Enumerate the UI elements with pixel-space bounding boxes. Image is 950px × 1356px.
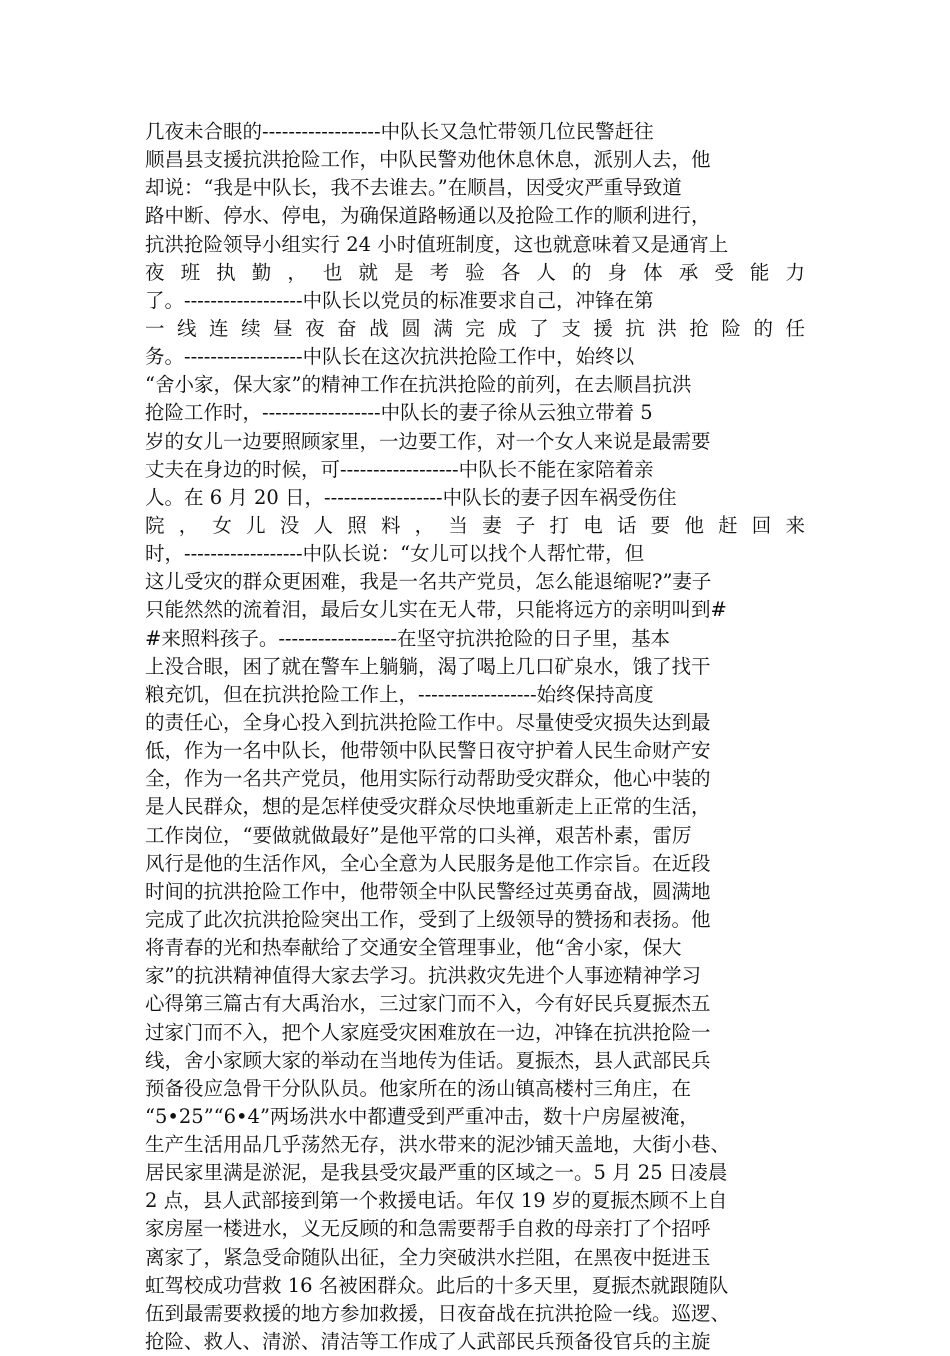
text-line: 丈夫在身边的时候，可------------------中队长不能在家陪着亲 — [145, 457, 654, 481]
text-line: 只能然然的流着泪，最后女儿实在无人带，只能将远方的亲明叫到# — [145, 598, 727, 622]
text-line: #来照料孩子。------------------在坚守抗洪抢险的日子里，基本 — [145, 626, 670, 650]
text-line: 居民家里满是淤泥，是我县受灾最严重的区域之一。5 月 25 日凌晨 — [145, 1161, 728, 1185]
text-line: 粮充饥，但在抗洪抢险工作上，------------------始终保持高度 — [145, 682, 654, 706]
text-line: 院 ， 女 儿 没 人 照 料 ， 当 妻 子 打 电 话 要 他 赶 回 来 — [145, 513, 805, 537]
text-line: 线，舍小家顾大家的举动在当地传为佳话。夏振杰，县人武部民兵 — [145, 1048, 711, 1072]
text-line: 完成了此次抗洪抢险突出工作，受到了上级领导的赞扬和表扬。他 — [145, 907, 711, 931]
text-line: 几夜未合眼的------------------中队长又急忙带领几位民警赶往 — [145, 120, 654, 143]
text-line: 全，作为一名共产党员，他用实际行动帮助受灾群众，他心中装的 — [145, 767, 711, 791]
text-line: 生产生活用品几乎荡然无存，洪水带来的泥沙铺天盖地，大街小巷、 — [145, 1133, 731, 1157]
text-line: 是人民群众，想的是怎样使受灾群众尽快地重新走上正常的生活， — [145, 795, 711, 819]
text-line: 了。------------------中队长以党员的标准要求自己，冲锋在第 — [145, 288, 654, 312]
text-line: 却说：“我是中队长，我不去谁去。”在顺昌，因受灾严重导致道 — [145, 176, 682, 200]
text-line: 心得第三篇古有大禹治水，三过家门而不入，今有好民兵夏振杰五 — [145, 992, 711, 1016]
text-line: 岁的女儿一边要照顾家里，一边要工作，对一个女人来说是最需要 — [145, 429, 711, 453]
text-line: 抢险、救人、清淤、清洁等工作成了人武部民兵预备役官兵的主旋 — [145, 1330, 711, 1354]
text-line: 抗洪抢险领导小组实行 24 小时值班制度，这也就意味着又是通宵上 — [145, 232, 729, 256]
text-line: 上没合眼，困了就在警车上躺躺，渴了喝上几口矿泉水，饿了找干 — [145, 654, 711, 678]
text-line: 伍到最需要救援的地方参加救援，日夜奋战在抗洪抢险一线。巡逻、 — [145, 1301, 731, 1325]
text-line: 过家门而不入，把个人家庭受灾困难放在一边，冲锋在抗洪抢险一 — [145, 1020, 711, 1044]
text-line: 一 线 连 续 昼 夜 奋 战 圆 满 完 成 了 支 援 抗 洪 抢 险 的 任 — [145, 316, 805, 340]
document-body-text — [145, 118, 805, 1356]
text-line: 工作岗位，“要做就做最好”是他平常的口头禅，艰苦朴素，雷厉 — [145, 823, 692, 847]
text-line: 将青春的光和热奉献给了交通安全管理事业，他“舍小家，保大 — [145, 936, 682, 960]
text-line: 这儿受灾的群众更困难，我是一名共产党员，怎么能退缩呢?”妻子 — [145, 570, 712, 594]
text-line: 务。------------------中队长在这次抗洪抢险工作中，始终以 — [145, 345, 635, 369]
text-line: 家房屋一楼进水，义无反顾的和急需要帮手自救的母亲打了个招呼 — [145, 1217, 711, 1241]
text-line: 顺昌县支援抗洪抢险工作，中队民警劝他休息休息，派别人去，他 — [145, 148, 711, 172]
text-line: “5•25”“6•4”两场洪水中都遭受到严重冲击，数十户房屋被淹， — [145, 1104, 699, 1128]
text-line: 离家了，紧急受命随队出征，全力突破洪水拦阻，在黑夜中挺进玉 — [145, 1245, 711, 1269]
text-line: 抢险工作时，------------------中队长的妻子徐从云独立带着 5 — [145, 401, 653, 425]
text-line: 时间的抗洪抢险工作中，他带领全中队民警经过英勇奋战，圆满地 — [145, 879, 711, 903]
text-line: 时，------------------中队长说：“女儿可以找个人帮忙带，但 — [145, 542, 645, 566]
text-line: 2 点，县人武部接到第一个救援电话。年仅 19 岁的夏振杰顾不上自 — [145, 1189, 728, 1213]
text-line: 预备役应急骨干分队队员。他家所在的汤山镇高楼村三角庄，在 — [145, 1076, 692, 1100]
text-line: 虹驾校成功营救 16 名被困群众。此后的十多天里，夏振杰就跟随队 — [145, 1273, 729, 1297]
text-line: 低，作为一名中队长，他带领中队民警日夜守护着人民生命财产安 — [145, 739, 711, 763]
text-line: 的责任心，全身心投入到抗洪抢险工作中。尽量使受灾损失达到最 — [145, 710, 711, 734]
text-line: 风行是他的生活作风，全心全意为人民服务是他工作宗旨。在近段 — [145, 851, 711, 875]
text-line: “舍小家，保大家”的精神工作在抗洪抢险的前列，在去顺昌抗洪 — [145, 373, 692, 397]
text-line: 路中断、停水、停电，为确保道路畅通以及抢险工作的顺利进行， — [145, 204, 711, 228]
text-line: 夜 班 执 勤 ， 也 就 是 考 验 各 人 的 身 体 承 受 能 力 — [145, 260, 805, 284]
text-line: 人。在 6 月 20 日，------------------中队长的妻子因车祸受伤住 — [145, 485, 677, 509]
text-line: 家”的抗洪精神值得大家去学习。抗洪救灾先进个人事迹精神学习 — [145, 964, 701, 988]
